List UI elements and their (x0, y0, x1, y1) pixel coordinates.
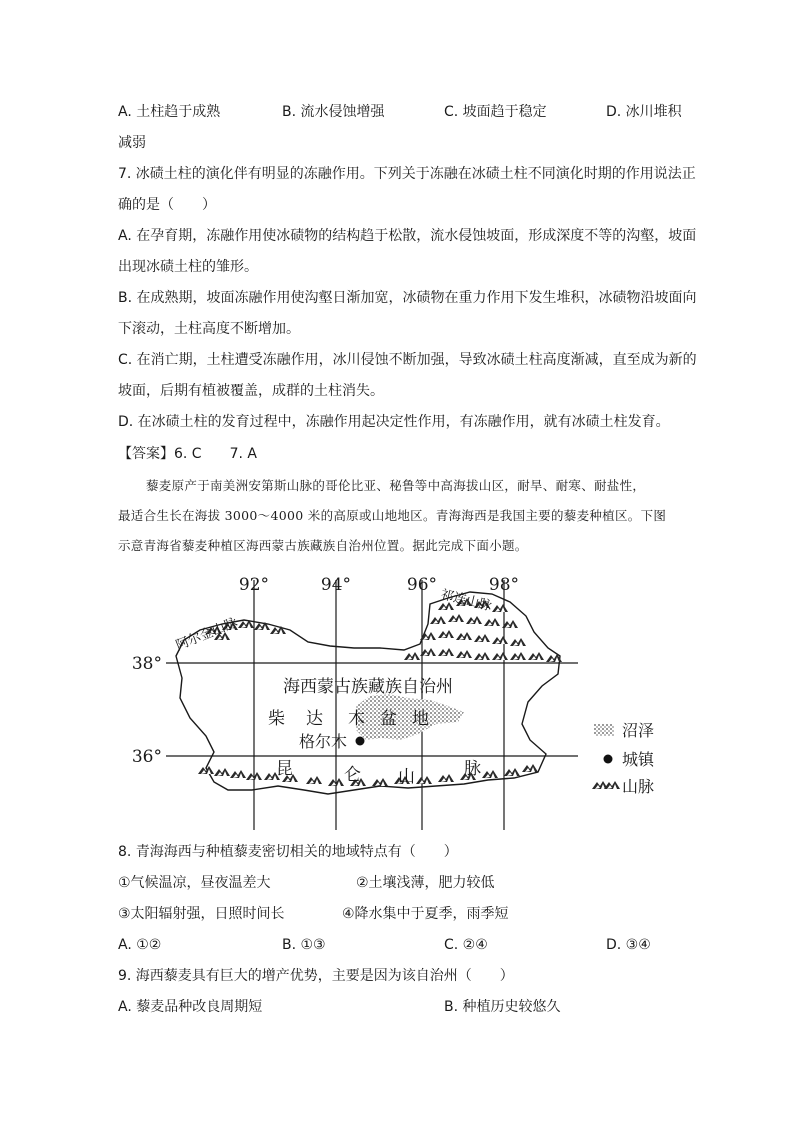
q8-option-c: C. ②④ (444, 937, 488, 953)
lat-label-36: 36° (131, 747, 162, 767)
q8-item-1: ①气候温凉，昼夜温差大 (118, 875, 271, 891)
q8-option-b: B. ①③ (282, 937, 326, 953)
q8-item-3: ③太阳辐射强，日照时间长 (118, 906, 285, 922)
legend-town-label: 城镇 (622, 750, 655, 769)
kunlun-char-4: 脉 (464, 759, 481, 779)
kunlun-char-1: 昆 (276, 759, 293, 779)
q9-option-b: B. 种植历史较悠久 (444, 999, 561, 1015)
basin-char-2: 达 (306, 709, 323, 729)
q7-option-a-line1: A. 在孕育期，冻融作用使冰碛物的结构趋于松散，流水侵蚀坡面，形成深度不等的沟壑，坡面 (118, 228, 697, 244)
haixi-map (118, 568, 698, 834)
q8-option-d: D. ③④ (606, 937, 651, 953)
q6-option-d-wrap: 减弱 (118, 135, 146, 151)
intro-line1: 藜麦原产于南美洲安第斯山脉的哥伦比亚、秘鲁等中高海拔山区，耐旱、耐寒、耐盐性， (146, 478, 646, 493)
q6-option-a: A. 土柱趋于成熟 (118, 104, 221, 120)
region-name-label: 海西蒙古族藏族自治州 (283, 677, 453, 697)
qilian-mountains-label: 祁连山脉 (439, 587, 494, 615)
q7-option-c-line2: 坡面，后期有植被覆盖，成群的土柱消失。 (118, 383, 384, 399)
q7-option-b-line1: B. 在成熟期，坡面冻融作用使沟壑日渐加宽，冰碛物在重力作用下发生堆积，冰碛物沿坡面向 (118, 290, 697, 306)
lon-label-94: 94° (320, 575, 352, 595)
basin-char-1: 柴 (268, 709, 285, 729)
legend-mountain-label: 山脉 (622, 777, 655, 796)
q7-option-b-line2: 下滚动，土柱高度不断增加。 (118, 321, 300, 337)
legend-swamp-swatch (594, 724, 614, 736)
q7-option-c-line1: C. 在消亡期，土柱遭受冻融作用，冰川侵蚀不断加强，导致冰碛土柱高度渐减，直至成为新的 (118, 352, 697, 368)
q7-stem-line1: 7. 冰碛土柱的演化伴有明显的冻融作用。下列关于冻融在冰碛土柱不同演化时期的作用说法正 (118, 166, 696, 182)
q8-item-2: ②土壤浅薄，肥力较低 (356, 875, 495, 891)
answer-line: 【答案】6. C 7. A (118, 446, 257, 462)
q9-option-a: A. 藜麦品种改良周期短 (118, 999, 263, 1015)
q6-option-c: C. 坡面趋于稳定 (444, 104, 547, 120)
q7-option-a-line2: 出现冰碛土柱的雏形。 (118, 259, 258, 275)
q8-option-a: A. ①② (118, 937, 162, 953)
mountain-range-south (198, 764, 538, 786)
q7-option-d: D. 在冰碛土柱的发育过程中，冻融作用起决定性作用，有冻融作用，就有冰碛土柱发育。 (118, 414, 670, 430)
legend-town-marker (604, 755, 613, 764)
q8-stem: 8. 青海海西与种植藜麦密切相关的地域特点有（ ） (118, 844, 458, 860)
intro-line2: 最适合生长在海拔 3000～4000 米的高原或山地地区。青海海西是我国主要的藜麦种植区。下图 (118, 508, 667, 523)
intro-line3: 示意青海省藜麦种植区海西蒙古族藏族自治州位置。据此完成下面小题。 (118, 538, 528, 553)
q6-option-d: D. 冰川堆积 (606, 104, 682, 120)
lat-label-38: 38° (131, 654, 162, 674)
golmud-city-marker (356, 737, 365, 746)
q9-stem: 9. 海西藜麦具有巨大的增产优势，主要是因为该自治州（ ） (118, 968, 514, 984)
basin-char-4: 盆 (380, 709, 397, 729)
q7-stem-line2: 确的是（ ） (118, 197, 216, 213)
swamp-area (356, 694, 464, 740)
map-legend (592, 721, 655, 796)
basin-char-3: 木 (348, 709, 365, 729)
lon-label-92: 92° (238, 575, 270, 595)
lon-label-98: 98° (488, 575, 520, 595)
q6-option-b: B. 流水侵蚀增强 (282, 104, 385, 120)
legend-swamp-label: 沼泽 (622, 721, 655, 740)
altun-mountains-label: 阿尔金山脉 (173, 615, 240, 654)
kunlun-char-2: 仑 (344, 765, 361, 785)
kunlun-char-3: 山 (398, 767, 415, 787)
basin-char-5: 地 (412, 709, 429, 729)
city-label: 格尔木 (299, 732, 348, 751)
lon-label-96: 96° (406, 575, 438, 595)
q8-item-4: ④降水集中于夏季，雨季短 (342, 906, 509, 922)
